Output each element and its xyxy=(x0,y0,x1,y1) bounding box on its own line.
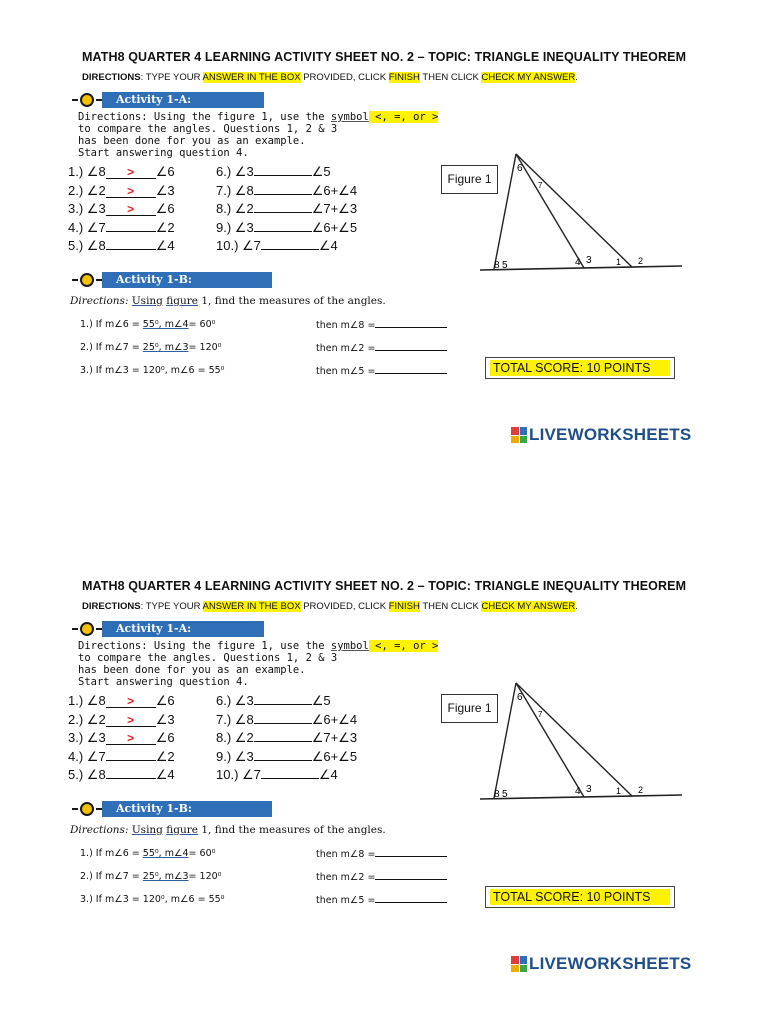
question-row: 2.) ∠2 > ∠3 xyxy=(68,711,175,727)
sheet-title: MATH8 QUARTER 4 LEARNING ACTIVITY SHEET NO. 2 – TOPIC: TRIANGLE INEQUALITY THEOREM xyxy=(82,579,687,593)
liveworksheets-logo-icon xyxy=(511,956,527,972)
answer-blank[interactable] xyxy=(254,748,312,761)
question-row: 10.) ∠7 ∠4 xyxy=(216,767,338,782)
question-row: 9.) ∠3 ∠6+∠5 xyxy=(216,219,358,235)
answer-blank[interactable] xyxy=(254,200,312,213)
question-row: 5.) ∠8 ∠4 xyxy=(68,238,175,253)
liveworksheets-brand: LIVEWORKSHEETS xyxy=(511,425,691,445)
question-row: 3.) ∠3 > ∠6 xyxy=(68,201,175,216)
activity-a-label: Activity 1-A: xyxy=(102,92,264,108)
angle-label: 8 xyxy=(494,260,500,271)
angle-label: 7 xyxy=(538,710,543,719)
angle-label: 4 xyxy=(575,786,581,797)
answer-blank[interactable] xyxy=(254,692,312,705)
liveworksheets-logo-icon xyxy=(511,427,527,443)
answer-blank[interactable] xyxy=(106,748,156,761)
answer-blank[interactable] xyxy=(106,766,156,779)
base-line xyxy=(480,266,682,270)
activity-b-banner xyxy=(72,801,272,817)
question-row: 6.) ∠3 ∠5 xyxy=(216,164,331,179)
triangle-figure xyxy=(480,148,690,273)
given-measures: 2.) If m∠7 = 25⁰, m∠3= 120⁰ xyxy=(80,342,222,353)
angle-label: 6 xyxy=(517,163,523,174)
answer-blank[interactable] xyxy=(261,237,319,250)
activity-b-label: Activity 1-B: xyxy=(102,801,272,817)
base-line xyxy=(480,795,682,799)
activity-a-directions: Directions: Using the figure 1, use the symbol <, =, or > to compare the angles. Questions 1, 2 & 3 has been done for you as an example. Start answering question 4. xyxy=(78,640,439,688)
angle-label: 7 xyxy=(538,181,543,190)
lightbulb-icon xyxy=(72,800,102,818)
liveworksheets-brand: LIVEWORKSHEETS xyxy=(511,954,691,974)
answer-blank[interactable] xyxy=(254,182,312,195)
answer-blank[interactable]: > xyxy=(106,714,156,727)
questions-left xyxy=(68,163,175,256)
answer-blank[interactable] xyxy=(375,894,447,903)
angle-label: 2 xyxy=(638,785,644,795)
answer-blank[interactable] xyxy=(375,871,447,880)
activity-b-banner xyxy=(72,272,272,288)
answer-blank[interactable]: > xyxy=(106,203,156,216)
answer-blank[interactable] xyxy=(254,163,312,176)
questions-right xyxy=(216,163,357,256)
answer-blank[interactable] xyxy=(254,219,312,232)
answer-prompt: then m∠2 = xyxy=(316,342,447,354)
question-row: 1.) ∠8 > ∠6 xyxy=(68,693,175,708)
left-side xyxy=(494,154,516,269)
left-side xyxy=(494,683,516,798)
answer-blank[interactable] xyxy=(375,848,447,857)
angle-label: 3 xyxy=(586,784,592,795)
answer-prompt: then m∠8 = xyxy=(316,848,447,860)
question-row: 4.) ∠7 ∠2 xyxy=(68,748,175,764)
angle-label: 6 xyxy=(517,692,523,703)
answer-blank[interactable] xyxy=(375,319,447,328)
question-row: 3.) ∠3 > ∠6 xyxy=(68,730,175,745)
question-row: 4.) ∠7 ∠2 xyxy=(68,219,175,235)
answer-blank[interactable] xyxy=(254,711,312,724)
activity-a-banner xyxy=(72,621,264,637)
lightbulb-icon xyxy=(72,91,102,109)
question-row: 8.) ∠2 ∠7+∠3 xyxy=(216,201,358,216)
answer-blank[interactable] xyxy=(375,365,447,374)
given-measures: 1.) If m∠6 = 55⁰, m∠4= 60⁰ xyxy=(80,319,216,330)
question-row: 9.) ∠3 ∠6+∠5 xyxy=(216,748,358,764)
angle-label: 8 xyxy=(494,789,500,800)
answer-blank[interactable] xyxy=(261,766,319,779)
questions-left xyxy=(68,692,175,785)
given-measures: 3.) If m∠3 = 120⁰, m∠6 = 55⁰ xyxy=(80,894,225,905)
question-row: 5.) ∠8 ∠4 xyxy=(68,767,175,782)
activity-a-directions: Directions: Using the figure 1, use the symbol <, =, or > to compare the angles. Questions 1, 2 & 3 has been done for you as an example. Start answering question 4. xyxy=(78,111,439,159)
sheet-title: MATH8 QUARTER 4 LEARNING ACTIVITY SHEET NO. 2 – TOPIC: TRIANGLE INEQUALITY THEOREM xyxy=(82,50,687,64)
lightbulb-icon xyxy=(72,271,102,289)
activity-b-label: Activity 1-B: xyxy=(102,272,272,288)
answer-blank[interactable] xyxy=(254,729,312,742)
activity-b-directions: Directions: Using figure 1, find the measures of the angles. xyxy=(70,824,386,836)
angle-label: 1 xyxy=(616,786,622,796)
given-measures: 1.) If m∠6 = 55⁰, m∠4= 60⁰ xyxy=(80,848,216,859)
answer-blank[interactable]: > xyxy=(106,185,156,198)
total-score-box: TOTAL SCORE: 10 POINTS xyxy=(485,357,675,379)
triangle-figure xyxy=(480,677,690,802)
answer-prompt: then m∠2 = xyxy=(316,871,447,883)
given-measures: 2.) If m∠7 = 25⁰, m∠3= 120⁰ xyxy=(80,871,222,882)
angle-label: 5 xyxy=(502,260,508,271)
question-row: 10.) ∠7 ∠4 xyxy=(216,238,338,253)
angle-label: 5 xyxy=(502,789,508,800)
activity-b-directions: Directions: Using figure 1, find the measures of the angles. xyxy=(70,295,386,307)
question-row: 7.) ∠8 ∠6+∠4 xyxy=(216,182,358,198)
activity-a-banner xyxy=(72,92,264,108)
answer-prompt: then m∠5 = xyxy=(316,894,447,906)
answer-blank[interactable] xyxy=(106,219,156,232)
angle-label: 3 xyxy=(586,255,592,266)
angle-label: 2 xyxy=(638,256,644,266)
given-measures: 3.) If m∠3 = 120⁰, m∠6 = 55⁰ xyxy=(80,365,225,376)
main-directions: DIRECTIONS: TYPE YOUR ANSWER IN THE BOX PROVIDED, CLICK FINISH THEN CLICK CHECK MY ANSWER. xyxy=(82,601,578,612)
answer-prompt: then m∠8 = xyxy=(316,319,447,331)
angle-label: 1 xyxy=(616,257,622,267)
answer-blank[interactable]: > xyxy=(106,695,156,708)
answer-blank[interactable]: > xyxy=(106,732,156,745)
question-row: 7.) ∠8 ∠6+∠4 xyxy=(216,711,358,727)
activity-a-label: Activity 1-A: xyxy=(102,621,264,637)
answer-prompt: then m∠5 = xyxy=(316,365,447,377)
total-score-box: TOTAL SCORE: 10 POINTS xyxy=(485,886,675,908)
answer-blank[interactable] xyxy=(106,237,156,250)
answer-blank[interactable] xyxy=(375,342,447,351)
question-row: 8.) ∠2 ∠7+∠3 xyxy=(216,730,358,745)
answer-blank[interactable]: > xyxy=(106,166,156,179)
question-row: 2.) ∠2 > ∠3 xyxy=(68,182,175,198)
lightbulb-icon xyxy=(72,620,102,638)
question-row: 1.) ∠8 > ∠6 xyxy=(68,164,175,179)
question-row: 6.) ∠3 ∠5 xyxy=(216,693,331,708)
figure-label: Figure 1 xyxy=(441,165,498,194)
figure-label: Figure 1 xyxy=(441,694,498,723)
angle-label: 4 xyxy=(575,257,581,268)
main-directions: DIRECTIONS: TYPE YOUR ANSWER IN THE BOX PROVIDED, CLICK FINISH THEN CLICK CHECK MY ANSWER. xyxy=(82,72,578,83)
worksheet-copy-2 xyxy=(0,529,768,1024)
questions-right xyxy=(216,692,357,785)
